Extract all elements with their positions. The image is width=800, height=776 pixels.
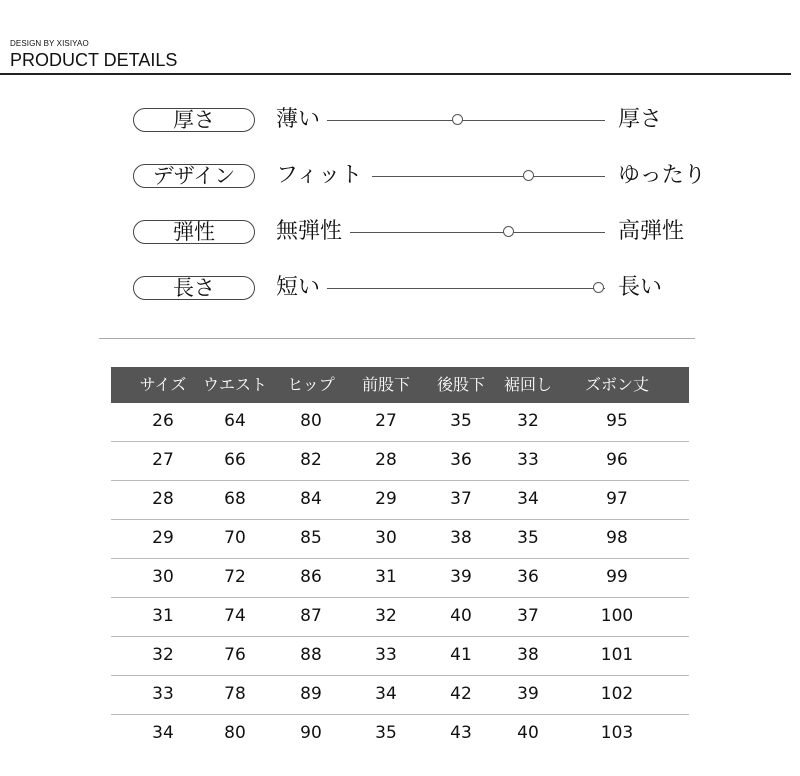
table-cell: 100: [600, 606, 634, 626]
table-cell: 39: [450, 567, 472, 587]
attribute-scale-line: [350, 232, 605, 233]
table-cell: 37: [517, 606, 539, 626]
table-cell: 33: [375, 645, 397, 665]
table-cell: 89: [300, 684, 322, 704]
table-cell: 68: [224, 489, 246, 509]
column-header: サイズ: [139, 375, 187, 394]
table-cell: 35: [517, 528, 539, 548]
table-cell: 29: [152, 528, 174, 548]
table-body: [111, 403, 689, 754]
table-cell: 27: [152, 450, 174, 470]
table-row: [111, 598, 689, 637]
column-header: ヒップ: [287, 375, 335, 394]
table-row: [111, 637, 689, 676]
table-cell: 80: [224, 723, 246, 743]
table-row: [111, 442, 689, 481]
table-cell: 97: [606, 489, 628, 509]
table-row: [111, 715, 689, 754]
attribute-max-label: 長い: [618, 275, 663, 300]
table-cell: 101: [600, 645, 634, 665]
header-divider: [0, 73, 791, 75]
table-cell: 80: [300, 411, 322, 431]
table-header: [111, 367, 689, 403]
table-cell: 88: [300, 645, 322, 665]
table-cell: 32: [375, 606, 397, 626]
table-cell: 35: [375, 723, 397, 743]
table-cell: 30: [152, 567, 174, 587]
table-cell: 40: [450, 606, 472, 626]
attribute-scale-line: [327, 120, 605, 121]
table-cell: 26: [152, 411, 174, 431]
attribute-scale-line: [327, 288, 605, 289]
table-cell: 41: [450, 645, 472, 665]
attribute-max-label: ゆったり: [618, 163, 706, 188]
table-cell: 76: [224, 645, 246, 665]
table-cell: 74: [224, 606, 246, 626]
attribute-level-marker: [523, 170, 534, 181]
table-cell: 31: [375, 567, 397, 587]
attribute-row: [0, 104, 800, 136]
table-cell: 84: [300, 489, 322, 509]
table-cell: 64: [224, 411, 246, 431]
attribute-max-label: 高弾性: [618, 219, 685, 244]
table-cell: 38: [450, 528, 472, 548]
table-cell: 32: [517, 411, 539, 431]
attribute-scale-line: [372, 176, 605, 177]
table-cell: 27: [375, 411, 397, 431]
column-header: 裾回し: [503, 375, 552, 394]
table-cell: 34: [152, 723, 174, 743]
table-cell: 31: [152, 606, 174, 626]
table-cell: 42: [450, 684, 472, 704]
attribute-min-label: 薄い: [276, 107, 321, 132]
table-cell: 37: [450, 489, 472, 509]
size-table: [111, 367, 689, 754]
table-cell: 96: [606, 450, 628, 470]
attribute-row: [0, 160, 800, 192]
page-title: PRODUCT DETAILS: [10, 50, 178, 70]
table-cell: 98: [606, 528, 628, 548]
table-cell: 103: [600, 723, 634, 743]
table-cell: 36: [450, 450, 472, 470]
table-cell: 32: [152, 645, 174, 665]
table-cell: 90: [300, 723, 322, 743]
table-cell: 34: [375, 684, 397, 704]
table-row: [111, 520, 689, 559]
attribute-row: [0, 272, 800, 304]
table-cell: 39: [517, 684, 539, 704]
table-cell: 95: [606, 411, 628, 431]
column-header: 前股下: [361, 375, 410, 394]
table-row: [111, 559, 689, 598]
table-cell: 66: [224, 450, 246, 470]
table-cell: 40: [517, 723, 539, 743]
table-cell: 28: [152, 489, 174, 509]
table-cell: 86: [300, 567, 322, 587]
attribute-level-marker: [503, 226, 514, 237]
brand-label: DESIGN BY XISIYAO: [10, 39, 89, 48]
attribute-min-label: 短い: [276, 275, 321, 300]
table-cell: 72: [224, 567, 246, 587]
table-cell: 30: [375, 528, 397, 548]
column-header: ズボン丈: [584, 375, 649, 394]
table-cell: 82: [300, 450, 322, 470]
table-cell: 102: [600, 684, 634, 704]
table-cell: 33: [517, 450, 539, 470]
table-row: [111, 403, 689, 442]
table-row: [111, 676, 689, 715]
attribute-name-badge: 厚さ: [133, 108, 255, 132]
attribute-min-label: フィット: [276, 163, 363, 188]
attribute-max-label: 厚さ: [618, 107, 663, 132]
attribute-min-label: 無弾性: [276, 219, 343, 244]
table-cell: 70: [224, 528, 246, 548]
attribute-level-marker: [593, 282, 604, 293]
table-cell: 33: [152, 684, 174, 704]
table-cell: 29: [375, 489, 397, 509]
table-cell: 28: [375, 450, 397, 470]
column-header: 後股下: [436, 375, 485, 394]
attribute-name-badge: 弾性: [133, 220, 255, 244]
attribute-row: [0, 216, 800, 248]
attribute-name-badge: 長さ: [133, 276, 255, 300]
table-cell: 99: [606, 567, 628, 587]
table-cell: 36: [517, 567, 539, 587]
table-cell: 34: [517, 489, 539, 509]
table-cell: 85: [300, 528, 322, 548]
attribute-name-badge: デザイン: [133, 164, 255, 188]
table-row: [111, 481, 689, 520]
table-cell: 43: [450, 723, 472, 743]
section-divider: [99, 338, 695, 339]
table-cell: 87: [300, 606, 322, 626]
column-header: ウエスト: [202, 375, 267, 394]
table-cell: 78: [224, 684, 246, 704]
table-cell: 35: [450, 411, 472, 431]
attribute-level-marker: [452, 114, 463, 125]
table-cell: 38: [517, 645, 539, 665]
